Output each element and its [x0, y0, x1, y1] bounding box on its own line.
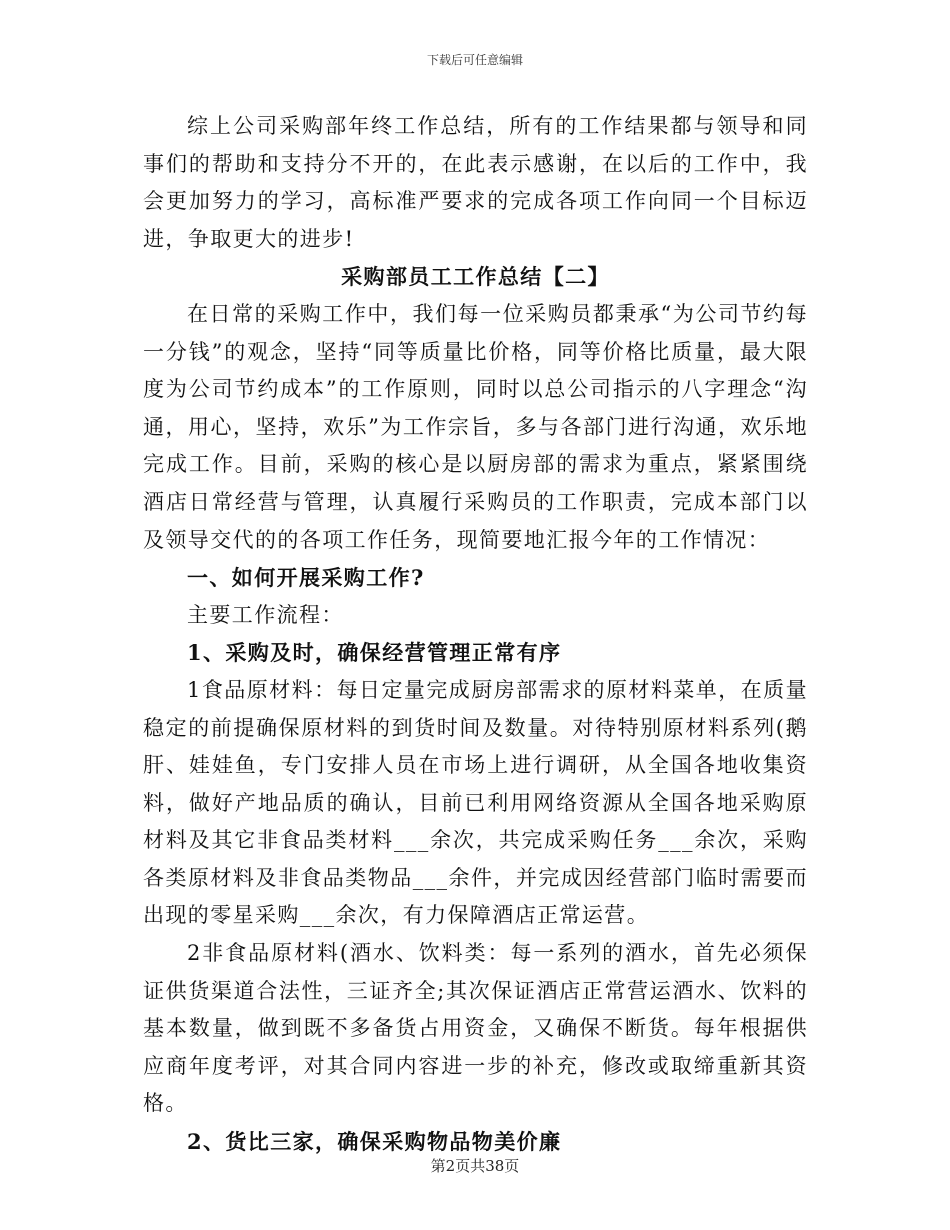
page-header: 下载后可任意编辑	[426, 53, 523, 67]
workflow-label: 主要工作流程：	[187, 602, 344, 627]
food-materials-paragraph: 1食品原材料：每日定量完成厨房部需求的原材料菜单，在质量稳定的前提确保原材料的到货时间及数量。对待特别原材料系列(鹅肝、娃娃鱼，专门安排人员在市场上进行调研，从全国各地收集资料，做好产地品质的确认，目前已利用网络资源从全国各地采购原材料及其它非食品类材料___余次，共完成采购任务___余次，采购各类原材料及非食品类物品___余件，并完成因经营部门临时需要而出现的零星采购___余次，有力保障酒店正常运营。	[143, 677, 808, 928]
document-body	[143, 108, 808, 1161]
heading-compare-prices: 2、货比三家，确保采购物品物美价廉	[187, 1129, 562, 1155]
section-title: 采购部员工工作总结【二】	[341, 264, 610, 290]
heading-timely-purchase: 1、采购及时，确保经营管理正常有序	[187, 640, 562, 666]
intro-paragraph: 在日常的采购工作中，我们每一位采购员都秉承“为公司节约每一分钱”的观念，坚持“同等质量比价格，同等价格比质量，最大限度为公司节约成本”的工作原则，同时以总公司指示的八字理念“沟通，用心，坚持，欢乐”为工作宗旨，多与各部门进行沟通，欢乐地完成工作。目前，采购的核心是以厨房部的需求为重点，紧紧围绕酒店日常经营与管理，认真履行采购员的工作职责，完成本部门以及领导交代的的各项工作任务，现简要地汇报今年的工作情况：	[143, 301, 808, 552]
closing-paragraph: 综上公司采购部年终工作总结，所有的工作结果都与领导和同事们的帮助和支持分不开的，在此表示感谢，在以后的工作中，我会更加努力的学习，高标准严要求的完成各项工作向同一个目标迈进，争取更大的进步!	[143, 114, 808, 251]
heading-how-to-purchase: 一、如何开展采购工作?	[187, 565, 425, 591]
non-food-materials-paragraph: 2非食品原材料(酒水、饮料类：每一系列的酒水，首先必须保证供货渠道合法性，三证齐全;其次保证酒店正常营运酒水、饮料的基本数量，做到既不多备货占用资金，又确保不断货。每年根据供应商年度考评，对其合同内容进一步的补充，修改或取缔重新其资格。	[143, 941, 808, 1116]
page-footer: 第2页共38页	[430, 1157, 520, 1175]
